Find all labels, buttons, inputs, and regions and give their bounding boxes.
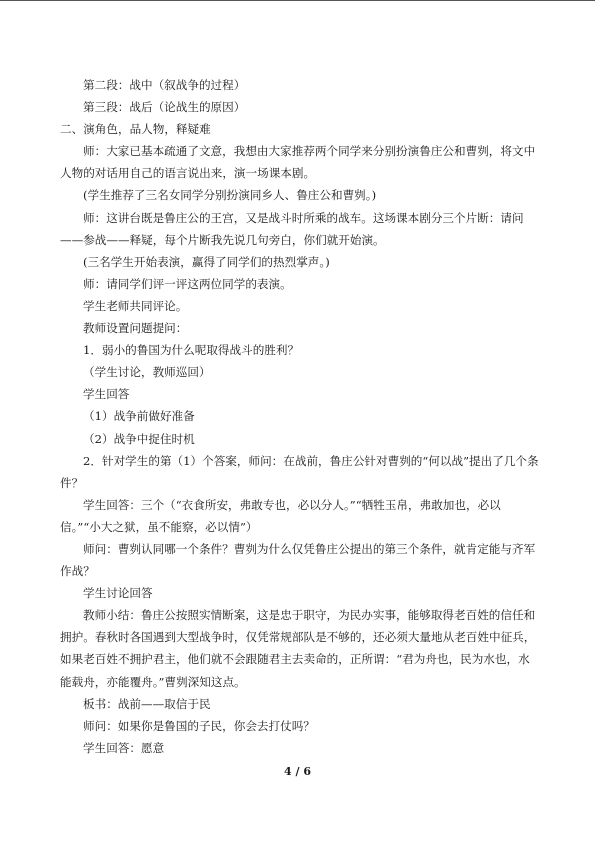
paragraph: 学生回答 [83, 387, 130, 402]
paragraph: 教师小结：鲁庄公按照实情断案，这是忠于职守，为民办实事，能够取得老百姓的信任和拥护。春秋时各国遇到大型战争时，仅凭常规部队是不够的，还必须大量地从老百姓中征兵，如果老百姓不拥护君主，他们就不会跟随君主去卖命的，正所谓：“君为舟也，民为水也，水能载舟，亦能覆舟。”曹刿深知这点。 [60, 608, 536, 689]
paragraph: 板书：战前——取信于民 [83, 696, 211, 711]
paragraph: 师：这讲台既是鲁庄公的王宫，又是战斗时所乘的战车。这场课本剧分三个片断：请问——参战——释疑，每个片断我先说几句旁白，你们就开始演。 [60, 210, 524, 247]
paragraph: （2）战争中捉住时机 [83, 431, 195, 446]
paragraph: 1．弱小的鲁国为什么呢取得战斗的胜利？ [83, 343, 300, 358]
paragraph: (学生推荐了三名女同学分别扮演同乡人、鲁庄公和曹刿。) [83, 188, 377, 203]
header-rule [0, 0, 595, 1]
paragraph: 学生回答：愿意 [83, 740, 165, 755]
paragraph: （1）战争前做好准备 [83, 409, 195, 424]
document-body [60, 74, 540, 759]
paragraph: (三名学生开始表演，赢得了同学们的热烈掌声。) [83, 254, 330, 269]
paragraph: 学生讨论回答 [83, 586, 153, 601]
paragraph: 学生回答：三个（“衣食所安，弗敢专也，必以分人。”“牺牲玉帛，弗敢加也，必以信。”“小大之狱，虽不能察，必以情”） [60, 497, 501, 534]
paragraph: 师问：如果你是鲁国的子民，你会去打仗吗？ [83, 718, 315, 733]
paragraph: 二、演角色，品人物，释疑难 [60, 122, 211, 137]
paragraph: 第二段：战中（叙战争的过程） [83, 78, 246, 92]
paragraph: （学生讨论，教师巡回） [83, 365, 211, 380]
page-number: 4 / 6 [284, 765, 311, 778]
paragraph: 2．针对学生的第（1）个答案，师问：在战前，鲁庄公针对曹刿的“何以战”提出了几个条件？ [60, 453, 539, 490]
paragraph: 学生老师共同评论。 [83, 298, 188, 313]
paragraph: 师：请同学们评一评这两位同学的表演。 [83, 276, 292, 291]
paragraph: 师问：曹刿认同哪一个条件？曹刿为什么仅凭鲁庄公提出的第三个条件，就肯定能与齐军作战？ [60, 541, 536, 579]
paragraph: 师：大家已基本疏通了文意，我想由大家推荐两个同学来分别扮演鲁庄公和曹刿，将文中人物的对话用自己的语言说出来，演一场课本剧。 [60, 144, 536, 181]
paragraph: 第三段：战后（论战生的原因） [83, 100, 246, 115]
paragraph: 教师设置问题提问： [83, 321, 188, 336]
